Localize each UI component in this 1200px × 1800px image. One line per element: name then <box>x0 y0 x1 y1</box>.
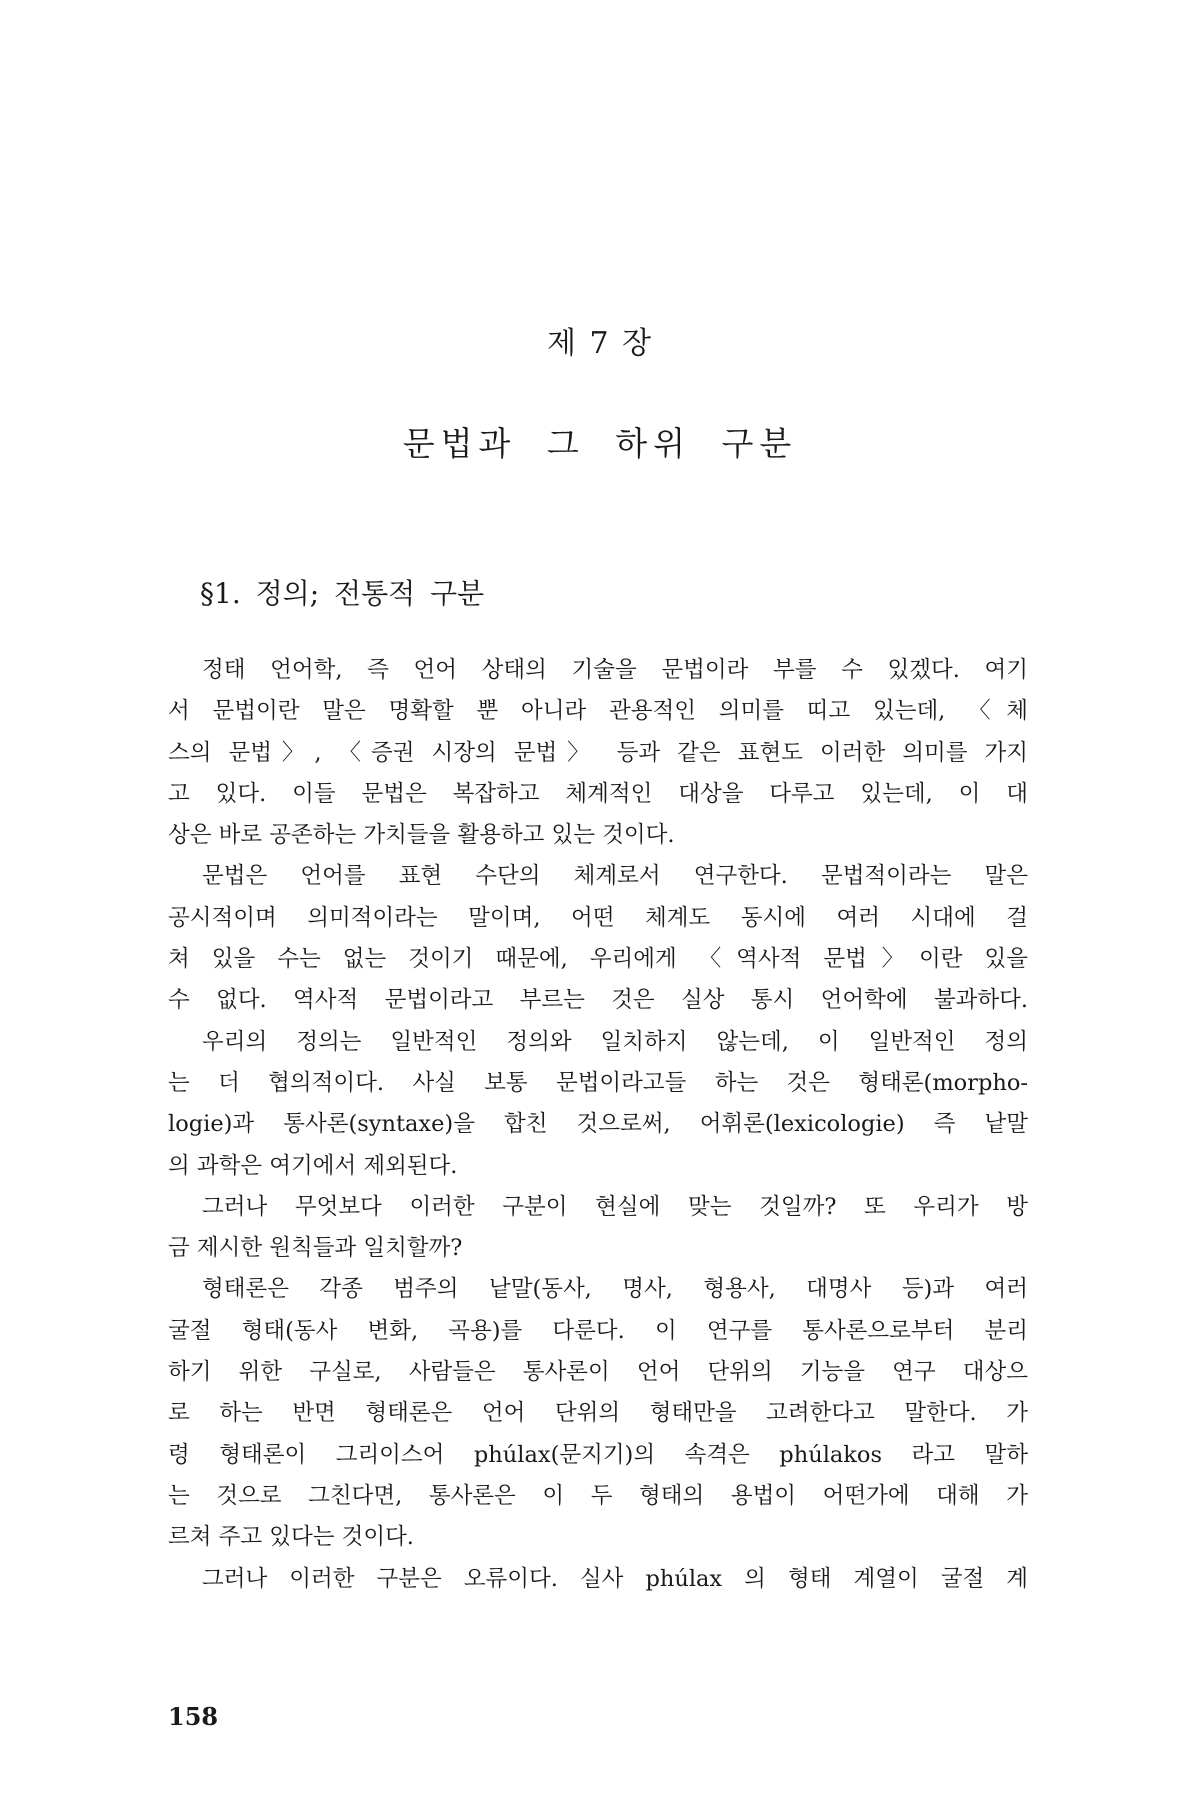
text-line: 우리의 정의는 일반적인 정의와 일치하지 않는데, 이 일반적인 정의 <box>202 1028 1028 1055</box>
text-line: 로 하는 반면 형태론은 언어 단위의 형태만을 고려한다고 말한다. 가 <box>168 1400 1028 1427</box>
text-line: 는 더 협의적이다. 사실 보통 문법이라고들 하는 것은 형태론(morpho- <box>168 1069 1028 1096</box>
text-line: 그러나 무엇보다 이러한 구분이 현실에 맞는 것일까? 또 우리가 방 <box>202 1193 1028 1220</box>
body-text <box>168 650 1028 1600</box>
text-line: 굴절 형태(동사 변화, 곡용)를 다룬다. 이 연구를 통사론으로부터 분리 <box>168 1317 1028 1344</box>
text-line: 르쳐 주고 있다는 것이다. <box>168 1524 414 1551</box>
chapter-label: 제 7 장 <box>546 326 654 361</box>
text-line: logie)과 통사론(syntaxe)을 합친 것으로써, 어휘론(lexicologie) 즉 낱말 <box>168 1111 1028 1138</box>
text-line: 령 형태론이 그리이스어 phúlax(문지기)의 속격은 phúlakos 라고 말하 <box>168 1441 1028 1468</box>
page-number: 158 <box>168 1702 219 1731</box>
text-line: 쳐 있을 수는 없는 것이기 때문에, 우리에게 〈역사적 문법〉이란 있을 <box>168 946 1028 973</box>
text-line: 하기 위한 구실로, 사람들은 통사론이 언어 단위의 기능을 연구 대상으 <box>168 1359 1028 1386</box>
chapter-title: 문법과 그 하위 구분 <box>402 424 798 463</box>
text-line: 문법은 언어를 표현 수단의 체계로서 연구한다. 문법적이라는 말은 <box>202 863 1028 890</box>
text-line: 정태 언어학, 즉 언어 상태의 기술을 문법이라 부를 수 있겠다. 여기 <box>202 657 1028 683</box>
text-line: 스의 문법〉, 〈증권 시장의 문법〉 등과 같은 표현도 이러한 의미를 가지 <box>168 739 1028 766</box>
text-line: 의 과학은 여기에서 제외된다. <box>168 1152 458 1179</box>
text-line: 수 없다. 역사적 문법이라고 부르는 것은 실상 통시 언어학에 불과하다. <box>168 987 1028 1014</box>
text-line: 공시적이며 의미적이라는 말이며, 어떤 체계도 동시에 여러 시대에 걸 <box>168 904 1028 931</box>
text-line: 는 것으로 그친다면, 통사론은 이 두 형태의 용법이 어떤가에 대해 가 <box>168 1482 1028 1509</box>
text-line: 금 제시한 원칙들과 일치할까? <box>168 1235 463 1262</box>
text-line: 상은 바로 공존하는 가치들을 활용하고 있는 것이다. <box>168 822 675 849</box>
section-heading: §1. 정의; 전통적 구분 <box>200 577 485 610</box>
text-line: 서 문법이란 말은 명확할 뿐 아니라 관용적인 의미를 띠고 있는데, 〈체 <box>168 698 1028 725</box>
text-line: 그러나 이러한 구분은 오류이다. 실사 phúlax 의 형태 계열이 굴절 계 <box>202 1565 1028 1592</box>
text-line: 형태론은 각종 범주의 낱말(동사, 명사, 형용사, 대명사 등)과 여러 <box>202 1276 1028 1303</box>
text-line: 고 있다. 이들 문법은 복잡하고 체계적인 대상을 다루고 있는데, 이 대 <box>168 780 1028 807</box>
